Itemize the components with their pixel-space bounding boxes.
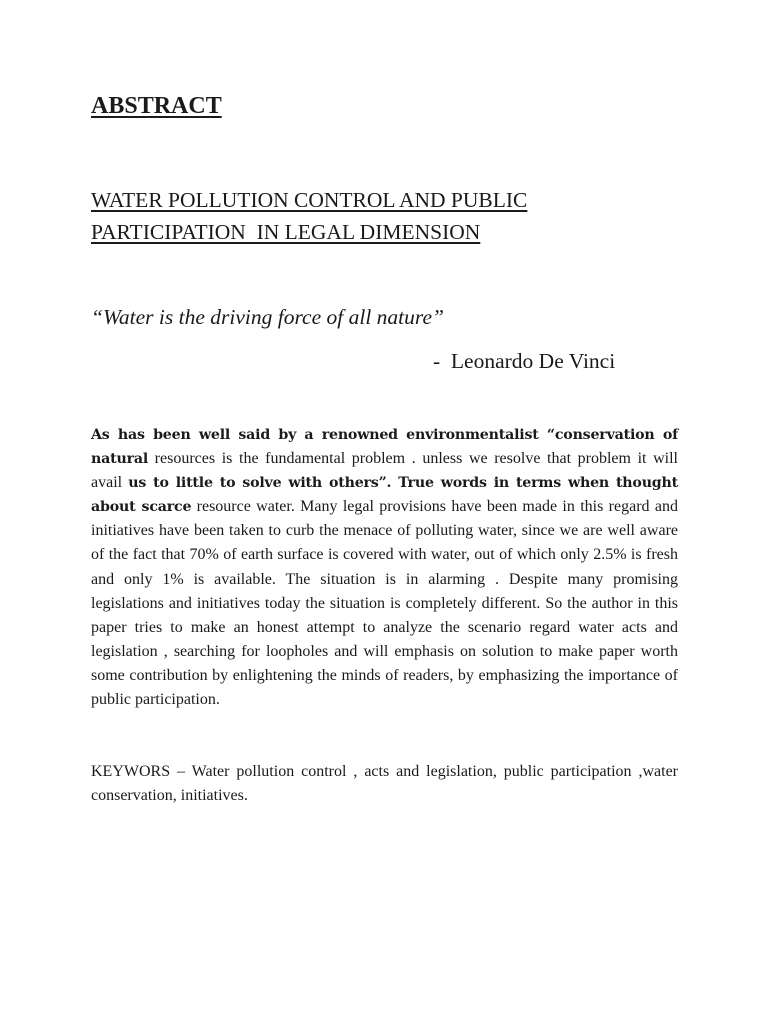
abstract-heading: ABSTRACT: [91, 93, 222, 119]
epigraph-quote: “Water is the driving force of all nature”: [91, 305, 444, 329]
paper-title: [91, 184, 678, 248]
document-page: [91, 0, 678, 1024]
paper-title-line-1: WATER POLLUTION CONTROL AND PUBLIC: [91, 188, 528, 212]
abstract-paragraph: [91, 423, 678, 712]
abstract-bold-text-2: us to little to solve with others”. True words in terms when thought about scarce: [91, 475, 678, 516]
abstract-text-1: resources is the fundamental problem . unless we resolve that problem it will avail: [91, 450, 678, 492]
paper-title-line-2: PARTICIPATION IN LEGAL DIMENSION: [91, 220, 481, 244]
abstract-text-2: resource water. Many legal provisions have been made in this regard and initiatives have been taken to curb the menace of polluting water, since we are well aware of the fact that 70% of earth surface is covered with water, out of which only 2.5% is fresh and only 1% is available. The situation is in alarming . Despite many promising legislations and initiatives today the situation is completely different. So the author in this paper tries to make an honest attempt to analyze the scenario regard water acts and legislation , searching for loopholes and will emphasis on solution to make paper worth some contribution by enlightening the minds of readers, by emphasizing the importance of public participation.: [91, 498, 678, 709]
abstract-bold-text-1: As has been well said by a renowned environmentalist “conservation of natural: [91, 427, 678, 468]
keywords-paragraph: KEYWORS – Water pollution control , acts and legislation, public participation ,water conservation, initiatives.: [91, 763, 678, 805]
epigraph-attribution: - Leonardo De Vinci: [433, 349, 616, 373]
